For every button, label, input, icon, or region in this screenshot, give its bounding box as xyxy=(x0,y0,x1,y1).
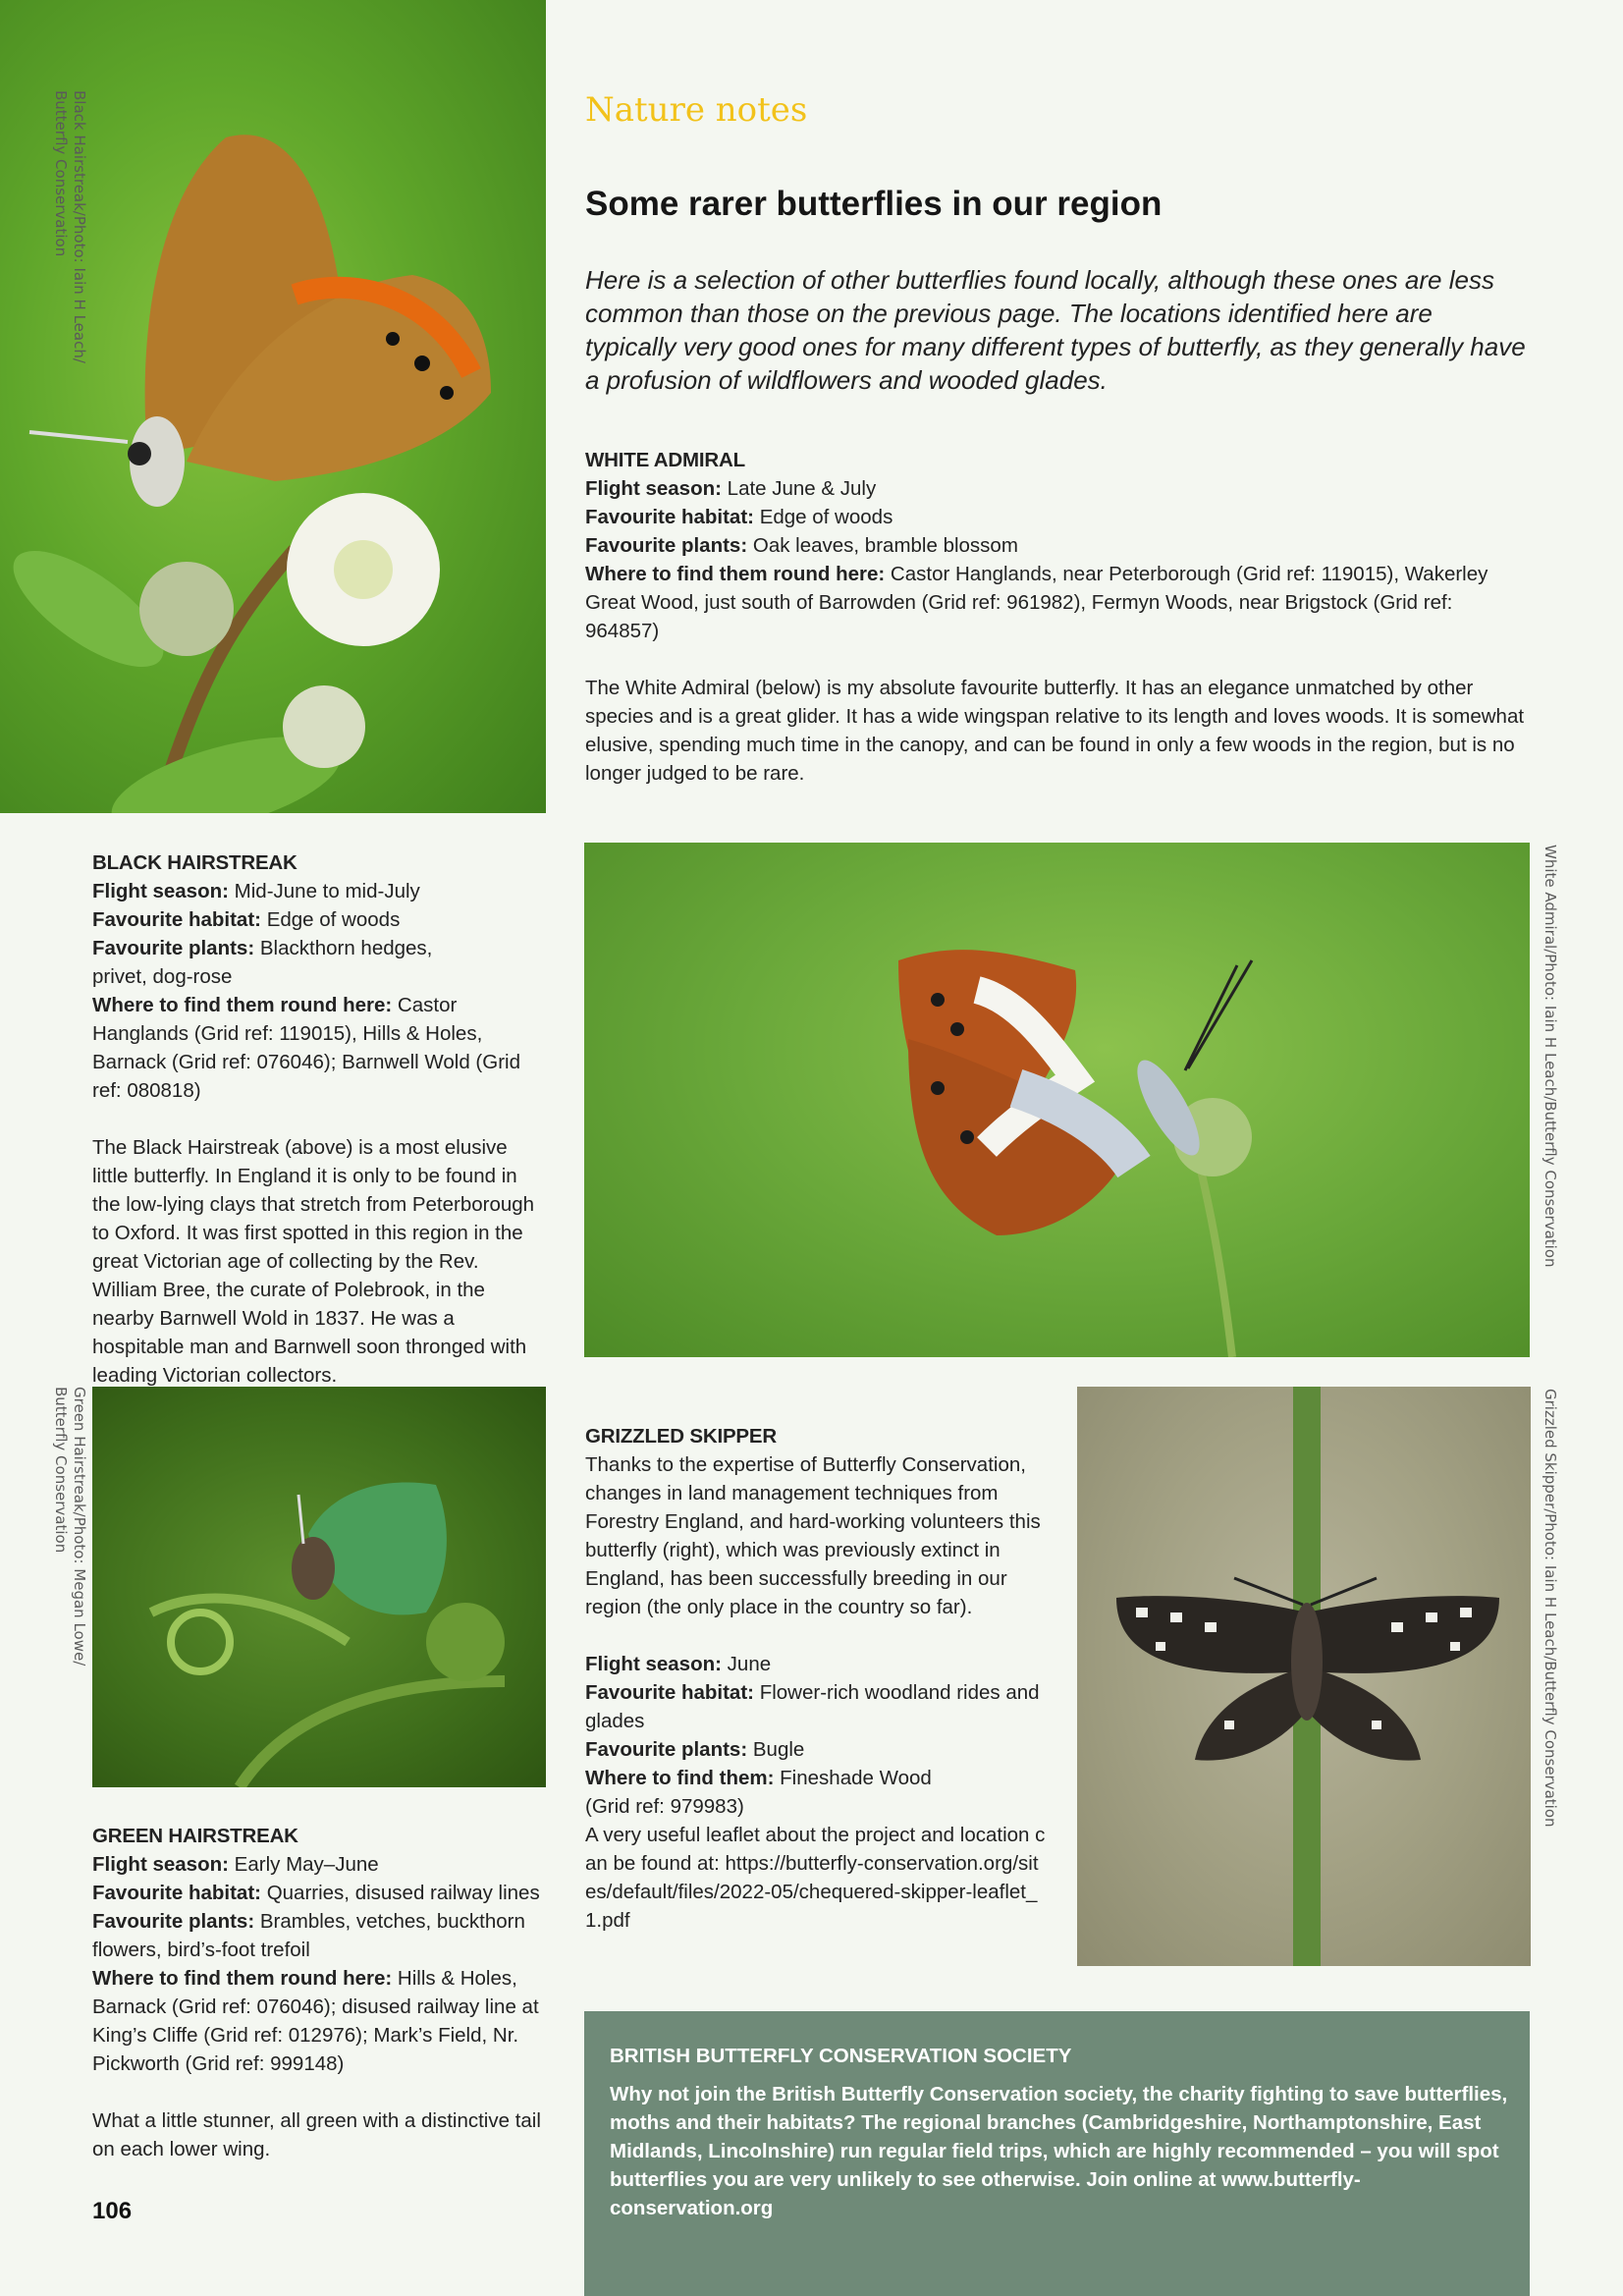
species-intro: Thanks to the expertise of Butterfly Conservation, changes in land management techniques from Forestry England, and hard-working volunteers this butterfly (right), which was previously extinct in England, has been successfully breeding in our region (the only place in the country so far). xyxy=(585,1453,1041,1618)
species-description: The White Admiral (below) is my absolute favourite butterfly. It has an elegance unmatched by other species and is a great glider. It has a wide wingspan relative to its length and loves woods. It is somewhat elusive, spending much time in the canopy, and can be found in only a few woods in the region, but is no longer judged to be rare. xyxy=(585,677,1525,785)
favourite-plants: Favourite plants: Blackthorn hedges, privet, dog-rose xyxy=(92,937,433,988)
flight-season: Flight season: Early May–June xyxy=(92,1853,379,1876)
intro-paragraph: Here is a selection of other butterflies found locally, although these ones are less common than those on the previous page. The locations identified here are typically very good ones for many different types of butterfly, as they generally have a profusion of wildflowers and wooded glades. xyxy=(585,265,1526,395)
grizzled-skipper-photo-credit: Grizzled Skipper/Photo: Iain H Leach/Butterfly Conservation xyxy=(1542,1389,1559,1828)
grizzled-skipper-section xyxy=(585,1422,1047,1935)
page-number: 106 xyxy=(92,2198,133,2224)
flight-season: Flight season: Mid-June to mid-July xyxy=(92,880,420,902)
favourite-plants: Favourite plants: Bugle xyxy=(585,1738,805,1761)
favourite-habitat: Favourite habitat: Edge of woods xyxy=(92,908,401,931)
species-title: GRIZZLED SKIPPER xyxy=(585,1425,777,1448)
favourite-plants: Favourite plants: Brambles, vetches, buckthorn flowers, bird’s-foot trefoil xyxy=(92,1910,525,1961)
flight-season: Flight season: June xyxy=(585,1653,772,1675)
flight-season: Flight season: Late June & July xyxy=(585,477,877,500)
black-hairstreak-photo-credit: Black Hairstreak/Photo: Iain H Leach/ Butterfly Conservation xyxy=(52,90,88,363)
society-panel xyxy=(584,2011,1530,2296)
section-label: Nature notes xyxy=(585,90,808,130)
species-title: GREEN HAIRSTREAK xyxy=(92,1825,298,1847)
green-hairstreak-photo-credit: Green Hairstreak/Photo: Megan Lowe/ Butterfly Conservation xyxy=(52,1387,88,1667)
where-to-find: Where to find them round here: Hills & Holes, Barnack (Grid ref: 076046); disused railway line at King’s Cliffe (Grid ref: 012976); Mark’s Field, Nr. Pickworth (Grid ref: 999148) xyxy=(92,1967,539,2075)
page-title: Some rarer butterflies in our region xyxy=(585,185,1163,223)
where-to-find: Where to find them round here: Castor Hanglands, near Peterborough (Grid ref: 119015), Wakerley Great Wood, just south of Barrowden (Grid ref: 961982), Fermyn Woods, near Brigstock (Grid ref: 964857) xyxy=(585,563,1488,642)
white-admiral-photo xyxy=(584,843,1530,1357)
white-admiral-section xyxy=(585,446,1528,788)
favourite-habitat: Favourite habitat: Flower-rich woodland rides and glades xyxy=(585,1681,1040,1732)
favourite-plants: Favourite plants: Oak leaves, bramble blossom xyxy=(585,534,1018,557)
society-title: BRITISH BUTTERFLY CONSERVATION SOCIETY xyxy=(610,2045,1072,2067)
black-hairstreak-section xyxy=(92,848,556,1390)
species-description: What a little stunner, all green with a distinctive tail on each lower wing. xyxy=(92,2109,541,2160)
green-hairstreak-photo xyxy=(92,1387,546,1787)
leaflet-link: A very useful leaflet about the project and location can be found at: https://butterfly-conservation.org/sites/default/files/2022-05/chequered-skipper-leaflet_1.pdf xyxy=(585,1824,1046,1932)
society-body: Why not join the British Butterfly Conservation society, the charity fighting to save butterflies, moths and their habitats? The regional branches (Cambridgeshire, Northamptonshire, East Midlands, Lincolnshire) run regular field trips, which are highly recommended – you will spot butterflies you are very unlikely to see otherwise. Join online at www.butterfly-conservation.org xyxy=(610,2083,1508,2219)
where-to-find: Where to find them: Fineshade Wood (Grid ref: 979983) xyxy=(585,1767,932,1818)
where-to-find: Where to find them round here: Castor Hanglands (Grid ref: 119015), Hills & Holes, Barnack (Grid ref: 076046); Barnwell Wold (Grid ref: 080818) xyxy=(92,994,520,1102)
species-facts xyxy=(585,1650,1047,1935)
green-hairstreak-section xyxy=(92,1822,554,2163)
favourite-habitat: Favourite habitat: Quarries, disused railway lines xyxy=(92,1882,540,1904)
grizzled-skipper-photo xyxy=(1077,1387,1531,1966)
species-title: WHITE ADMIRAL xyxy=(585,449,745,471)
species-description: The Black Hairstreak (above) is a most elusive little butterfly. In England it is only to be found in the low-lying clays that stretch from Peterborough to Oxford. It was first spotted in this region in the great Victorian age of collecting by the Rev. William Bree, the curate of Polebrook, in the nearby Barnwell Wold in 1837. He was a hospitable man and Barnwell soon thronged with leading Victorian collectors. xyxy=(92,1136,535,1387)
white-admiral-photo-credit: White Admiral/Photo: Iain H Leach/Butterfly Conservation xyxy=(1542,845,1559,1268)
species-title: BLACK HAIRSTREAK xyxy=(92,851,298,874)
favourite-habitat: Favourite habitat: Edge of woods xyxy=(585,506,893,528)
